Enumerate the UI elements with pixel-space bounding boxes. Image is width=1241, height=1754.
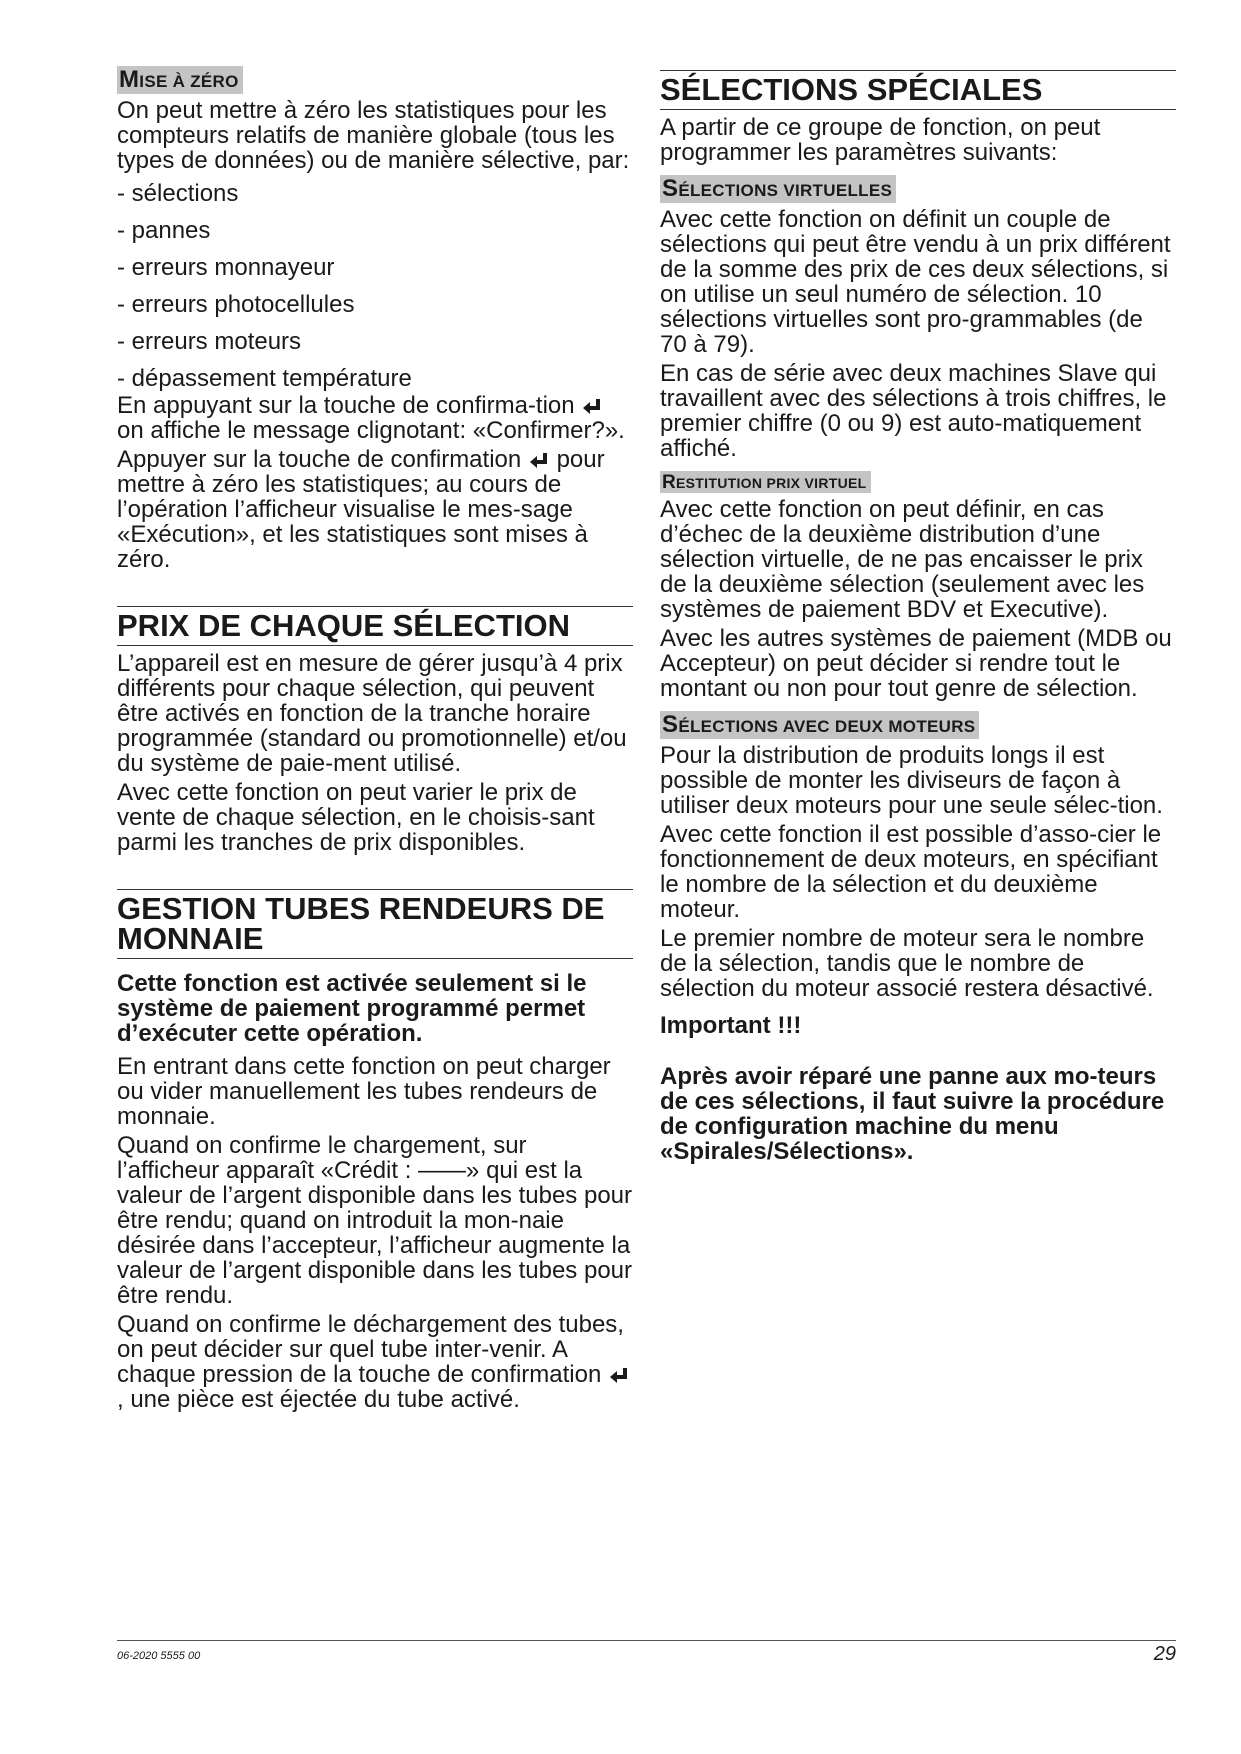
reset-p2-before: Appuyer sur la touche de confirmation: [117, 446, 528, 473]
reset-paragraph-1: [117, 393, 633, 443]
virtual-paragraph-1: Avec cette fonction on définit un couple de sélections qui peut être vendu à un prix différent de la somme des prix de ces deux sélections, si on utilise un seul numéro de sélection. 10 sélections virtuelles sont pro-grammables (de 70 à 79).: [660, 206, 1171, 358]
refund-paragraph-1: Avec cette fonction on peut définir, en cas d’échec de la deuxième distribution d’une sélection virtuelle, de ne pas encaisser le prix de la deuxième sélection (seulement avec les systèmes de paiement BDV et Executive).: [660, 496, 1145, 623]
refund-paragraph-2: Avec les autres systèmes de paiement (MDB ou Accepteur) on peut décider si rendre tout le montant ou non pour tout genre de sélection.: [660, 625, 1172, 702]
list-item: - pannes: [117, 217, 211, 244]
special-intro: A partir de ce groupe de fonction, on peut programmer les paramètres suivants:: [660, 114, 1101, 166]
reset-list: [117, 181, 633, 391]
important-warning: Après avoir réparé une panne aux mo-teurs de ces sélections, il faut suivre la procédure de configuration machine du menu «Spirales/Sélections».: [660, 1063, 1165, 1165]
reset-p2-after: pour mettre à zéro les statistiques; au cours de l’opération l’afficheur visualise le mes-sage «Exécution», et les statistiques sont mises à zéro.: [117, 446, 605, 573]
tubes-p3-after: , une pièce est éjectée du tube activé.: [117, 1386, 520, 1413]
tubes-bold-note: Cette fonction est activée seulement si le système de paiement programmé permet d’exécuter cette opération.: [117, 970, 587, 1047]
reset-paragraph-2: [117, 447, 633, 572]
reset-heading-rest: ISE À ZÉRO: [139, 72, 239, 91]
price-paragraph-1: L’appareil est en mesure de gérer jusqu’à 4 prix différents pour chaque sélection, qui peuvent être activés en fonction de la tranche horaire programmée (standard ou promotionnelle) et/ou du système de paie-ment utilisé.: [117, 650, 627, 777]
price-paragraph-2: Avec cette fonction on peut varier le prix de vente de chaque sélection, en le choisis-sant parmi les tranches de prix disponibles.: [117, 779, 595, 856]
enter-key-icon: [528, 451, 550, 471]
tubes-paragraph-3: [117, 1312, 633, 1412]
page-number: 29: [1153, 1643, 1176, 1665]
tubes-p3-before: Quand on confirme le déchargement des tubes, on peut décider sur quel tube inter-venir. A chaque pression de la touche de confirmation: [117, 1311, 624, 1388]
document-code: 06-2020 5555 00: [117, 1650, 201, 1662]
list-item: - erreurs monnayeur: [117, 254, 335, 281]
reset-heading: [117, 66, 243, 94]
refund-heading-rest: ESTITUTION PRIX VIRTUEL: [676, 475, 867, 491]
tubes-paragraph-2: Quand on confirme le chargement, sur l’afficheur apparaît «Crédit : ——» qui est la valeur de l’argent disponible dans les tubes pour être rendu; quand on introduit la mon-naie désirée dans l’accepteur, l’afficheur augmente la valeur de l’argent disponible dans les tubes pour être rendu.: [117, 1132, 633, 1309]
price-section-title: PRIX DE CHAQUE SÉLECTION: [117, 606, 633, 646]
virtual-heading: [660, 175, 896, 203]
enter-key-icon: [608, 1366, 630, 1386]
right-column: [660, 66, 1176, 1168]
refund-heading-cap: R: [662, 472, 677, 493]
refund-heading: [660, 471, 871, 493]
dual-motor-heading: [660, 711, 979, 739]
reset-intro: On peut mettre à zéro les statistiques pour les compteurs relatifs de manière globale (tous les types de données) ou de manière sélective, par:: [117, 97, 630, 174]
virtual-heading-cap: S: [662, 175, 679, 202]
important-label: Important !!!: [660, 1012, 802, 1039]
left-column: [117, 66, 633, 1416]
list-item: - sélections: [117, 180, 239, 207]
special-section-title: SÉLECTIONS SPÉCIALES: [660, 70, 1176, 110]
enter-key-icon: [581, 397, 603, 417]
page-footer: [117, 1640, 1176, 1665]
list-item: - dépassement température: [117, 365, 412, 392]
dual-heading-rest: ÉLECTIONS AVEC DEUX MOTEURS: [678, 717, 976, 736]
virtual-paragraph-2: En cas de série avec deux machines Slave qui travaillent avec des sélections à trois chiffres, le premier chiffre (0 ou 9) est auto-matiquement affiché.: [660, 360, 1167, 462]
tubes-paragraph-1: En entrant dans cette fonction on peut charger ou vider manuellement les tubes rendeurs de monnaie.: [117, 1053, 611, 1130]
dual-paragraph-2: Avec cette fonction il est possible d’asso-cier le fonctionnement de deux moteurs, en spécifiant le nombre de la sélection et du deuxième moteur.: [660, 821, 1162, 923]
list-item: - erreurs moteurs: [117, 328, 302, 355]
dual-paragraph-3: Le premier nombre de moteur sera le nombre de la sélection, tandis que le nombre de sélection du moteur associé restera désactivé.: [660, 925, 1154, 1002]
dual-paragraph-1: Pour la distribution de produits longs il est possible de monter les diviseurs de façon à utiliser deux moteurs pour une seule sélec-tion.: [660, 742, 1163, 819]
dual-heading-cap: S: [662, 711, 679, 738]
reset-p1-before: En appuyant sur la touche de confirma-tion: [117, 392, 582, 419]
reset-p1-after: on affiche le message clignotant: «Confirmer?».: [117, 417, 625, 444]
virtual-heading-rest: ÉLECTIONS VIRTUELLES: [678, 181, 893, 200]
reset-heading-cap: M: [119, 66, 140, 93]
list-item: - erreurs photocellules: [117, 291, 355, 318]
tubes-section-title: GESTION TUBES RENDEURS DE MONNAIE: [117, 889, 633, 959]
